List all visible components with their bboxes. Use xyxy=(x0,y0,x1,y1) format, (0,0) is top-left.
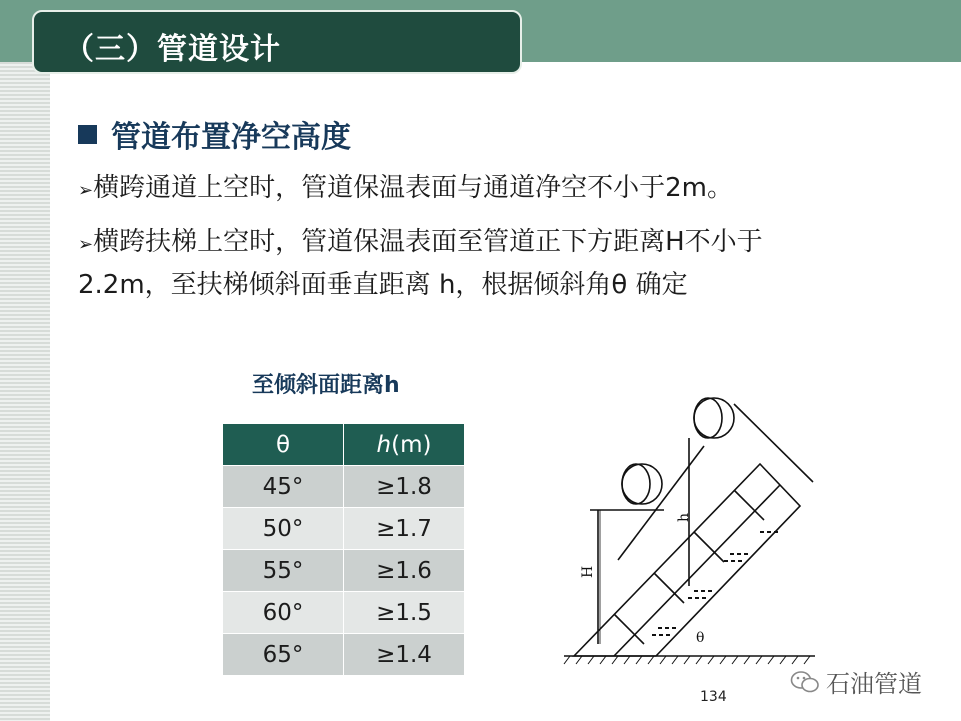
label-theta: θ xyxy=(696,630,705,646)
cell-distance: ≥1.6 xyxy=(344,550,465,592)
section-heading xyxy=(78,112,351,156)
clearance-table xyxy=(222,423,465,676)
wechat-icon xyxy=(790,669,820,695)
left-band xyxy=(0,62,50,721)
table-caption: 至倾斜面距离h xyxy=(252,373,400,398)
cell-angle: 60° xyxy=(223,592,344,634)
paragraph-1-text: 横跨通道上空时，管道保温表面与通道净空不小于2m。 xyxy=(93,173,733,203)
table-row xyxy=(223,466,465,508)
cell-distance: ≥1.4 xyxy=(344,634,465,676)
pipe-low xyxy=(622,464,662,504)
arrow-bullet-icon: ➢ xyxy=(78,234,94,255)
table-header-row xyxy=(223,424,465,466)
cell-distance: ≥1.7 xyxy=(344,508,465,550)
page-number: 134 xyxy=(700,689,727,705)
slide-title: （三）管道设计 xyxy=(64,32,281,67)
header-distance-var: h xyxy=(376,431,392,458)
paragraph-2 xyxy=(78,222,908,306)
cell-distance: ≥1.8 xyxy=(344,466,465,508)
table-row xyxy=(223,592,465,634)
paragraph-2-line-2: 2.2m，至扶梯倾斜面垂直距离 h，根据倾斜角θ 确定 xyxy=(78,270,688,300)
label-h: h xyxy=(676,512,692,522)
paragraph-1 xyxy=(78,168,908,211)
cell-angle: 65° xyxy=(223,634,344,676)
header-distance xyxy=(344,424,465,466)
table-row xyxy=(223,550,465,592)
section-heading-text: 管道布置净空高度 xyxy=(111,120,351,155)
stair-slab xyxy=(574,464,800,656)
pipe-high xyxy=(694,398,734,438)
paragraph-2-line-1: 横跨扶梯上空时，管道保温表面至管道正下方距离H不小于 xyxy=(93,227,763,257)
slide-title-box xyxy=(32,10,522,74)
stair-clearance-diagram xyxy=(560,380,820,670)
brand-watermark xyxy=(790,664,922,699)
cell-angle: 45° xyxy=(223,466,344,508)
ground-hatch xyxy=(564,656,810,664)
header-distance-unit: (m) xyxy=(391,431,432,458)
table-row xyxy=(223,634,465,676)
cell-angle: 50° xyxy=(223,508,344,550)
cell-distance: ≥1.5 xyxy=(344,592,465,634)
brand-name: 石油管道 xyxy=(826,670,922,698)
table-row xyxy=(223,508,465,550)
cell-angle: 55° xyxy=(223,550,344,592)
square-bullet-icon xyxy=(78,125,97,144)
arrow-bullet-icon: ➢ xyxy=(78,180,94,201)
label-H: H xyxy=(580,565,596,578)
header-angle: θ xyxy=(223,424,344,466)
